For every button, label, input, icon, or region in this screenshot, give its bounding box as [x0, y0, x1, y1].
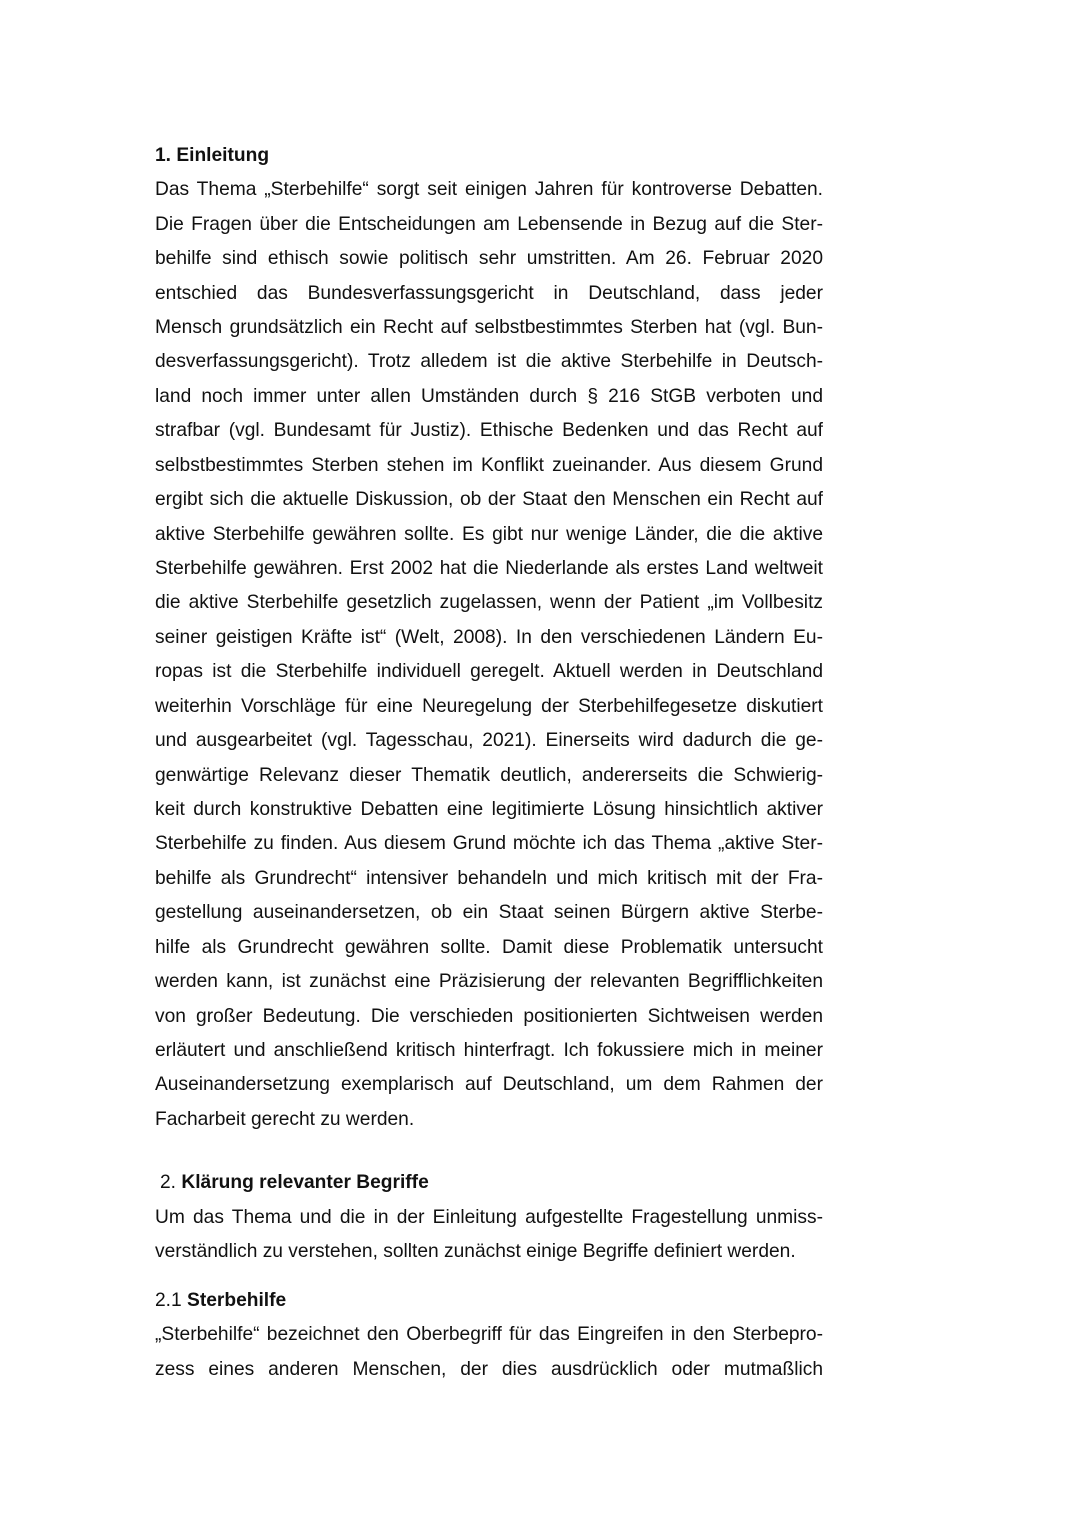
- paragraph-line: Die Fragen über die Entscheidungen am Lebensende in Bezug auf die Ster-: [155, 214, 823, 235]
- paragraph-line: selbstbestimmtes Sterben stehen im Konflikt zueinander. Aus diesem Grund: [155, 455, 823, 476]
- paragraph-line: hilfe als Grundrecht gewähren sollte. Damit diese Problematik untersucht: [155, 937, 823, 958]
- paragraph-line: von großer Bedeutung. Die verschieden positionierten Sichtweisen werden: [155, 1006, 823, 1027]
- paragraph-line: zess eines anderen Menschen, der dies ausdrücklich oder mutmaßlich: [155, 1359, 823, 1380]
- paragraph-line: erläutert und anschließend kritisch hinterfragt. Ich fokussiere mich in meiner: [155, 1040, 823, 1061]
- paragraph-line: entschied das Bundesverfassungsgericht in Deutschland, dass jeder: [155, 283, 823, 304]
- paragraph-line: seiner geistigen Kräfte ist“ (Welt, 2008). In den verschiedenen Ländern Eu-: [155, 627, 823, 648]
- paragraph-line: verständlich zu verstehen, sollten zunächst einige Begriffe definiert werden.: [155, 1241, 796, 1262]
- paragraph-line: Das Thema „Sterbehilfe“ sorgt seit einigen Jahren für kontroverse Debatten.: [155, 179, 823, 200]
- heading-sterbehilfe: [155, 1289, 823, 1313]
- paragraph-line: aktive Sterbehilfe gewähren sollte. Es gibt nur wenige Länder, die die aktive: [155, 524, 823, 545]
- heading-title: Sterbehilfe: [187, 1290, 287, 1311]
- paragraph-line: und ausgearbeitet (vgl. Tagesschau, 2021). Einerseits wird dadurch die ge-: [155, 730, 823, 751]
- paragraph-line: Auseinandersetzung exemplarisch auf Deutschland, um dem Rahmen der: [155, 1074, 823, 1095]
- heading-number: 2.: [160, 1172, 177, 1193]
- paragraph-line: land noch immer unter allen Umständen durch § 216 StGB verboten und: [155, 386, 823, 407]
- heading-title: Klärung relevanter Begriffe: [181, 1172, 429, 1193]
- paragraph-line: ergibt sich die aktuelle Diskussion, ob der Staat den Menschen ein Recht auf: [155, 489, 823, 510]
- paragraph-line: desverfassungsgericht). Trotz alledem ist die aktive Sterbehilfe in Deutsch-: [155, 351, 823, 372]
- paragraph-line: weiterhin Vorschläge für eine Neuregelung der Sterbehilfegesetze diskutiert: [155, 696, 823, 717]
- heading-einleitung: 1. Einleitung: [155, 145, 270, 166]
- paragraph-line: die aktive Sterbehilfe gesetzlich zugelassen, wenn der Patient „im Vollbesitz: [155, 592, 823, 613]
- paragraph-line: Mensch grundsätzlich ein Recht auf selbstbestimmtes Sterben hat (vgl. Bun-: [155, 317, 823, 338]
- paragraph-line: Facharbeit gerecht zu werden.: [155, 1109, 415, 1130]
- paragraph-line: Sterbehilfe zu finden. Aus diesem Grund möchte ich das Thema „aktive Ster-: [155, 833, 823, 854]
- heading-number: 2.1: [155, 1290, 182, 1311]
- paragraph-line: werden kann, ist zunächst eine Präzisierung der relevanten Begrifflichkeiten: [155, 971, 823, 992]
- paragraph-line: keit durch konstruktive Debatten eine legitimierte Lösung hinsichtlich aktiver: [155, 799, 823, 820]
- paragraph-line: strafbar (vgl. Bundesamt für Justiz). Ethische Bedenken und das Recht auf: [155, 420, 823, 441]
- paragraph-line: behilfe als Grundrecht“ intensiver behandeln und mich kritisch mit der Fra-: [155, 868, 823, 889]
- paragraph-line: gestellung auseinandersetzen, ob ein Staat seinen Bürgern aktive Sterbe-: [155, 902, 823, 923]
- heading-klaerung: [160, 1171, 828, 1195]
- paragraph-line: Sterbehilfe gewähren. Erst 2002 hat die Niederlande als erstes Land weltweit: [155, 558, 823, 579]
- paragraph-line: behilfe sind ethisch sowie politisch sehr umstritten. Am 26. Februar 2020: [155, 248, 823, 269]
- paragraph-line: Um das Thema und die in der Einleitung aufgestellte Fragestellung unmiss-: [155, 1207, 823, 1228]
- paragraph-line: „Sterbehilfe“ bezeichnet den Oberbegriff für das Eingreifen in den Sterbepro-: [155, 1324, 823, 1345]
- paragraph-line: genwärtige Relevanz dieser Thematik deutlich, andererseits die Schwierig-: [155, 765, 823, 786]
- paragraph-line: ropas ist die Sterbehilfe individuell geregelt. Aktuell werden in Deutschland: [155, 661, 823, 682]
